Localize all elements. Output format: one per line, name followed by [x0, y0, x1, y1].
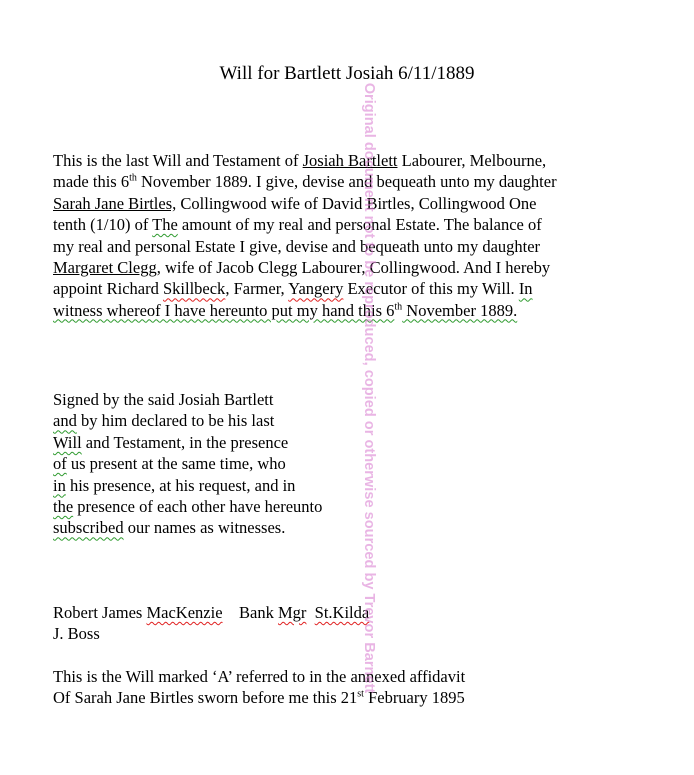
grammar-flagged-word: and: [53, 411, 77, 431]
grammar-flagged-word: The: [152, 215, 178, 235]
affidavit-line: [53, 687, 465, 708]
beneficiary-name: Sarah Jane Birtles,: [53, 193, 177, 213]
body-text: us present at the same time, who: [66, 454, 286, 474]
signing-line: [53, 496, 322, 517]
spelling-flagged-word: MacKenzie: [146, 603, 223, 622]
beneficiary-name: Margaret Clegg: [53, 257, 157, 277]
body-text: Executor of this my Will.: [343, 279, 519, 299]
witness-line: [53, 602, 369, 623]
affidavit-note: [53, 666, 465, 709]
spelling-flagged-word: St.Kilda: [314, 603, 370, 622]
spelling-flagged-word: Mgr: [278, 603, 307, 622]
grammar-flagged-word: Will: [53, 432, 82, 452]
body-text: Collingwood wife of David Birtles, Collingwood One: [176, 193, 537, 213]
body-text: Of Sarah Jane Birtles sworn before me this 21: [53, 688, 358, 708]
grammar-flagged-text: witness whereof I have hereunto put my hand this 6: [53, 300, 395, 320]
ordinal-suffix: st: [357, 688, 364, 700]
body-text: appoint Richard: [53, 279, 163, 299]
signing-line: [53, 453, 322, 474]
ordinal-suffix: th: [394, 301, 403, 313]
signing-line: [53, 475, 322, 496]
body-text: [306, 603, 314, 622]
body-line: [53, 193, 557, 214]
grammar-flagged-word: the: [53, 496, 74, 516]
body-text: made this 6: [53, 172, 130, 192]
grammar-flagged-word: in: [53, 475, 66, 495]
body-line: [53, 214, 557, 235]
body-line: [53, 300, 557, 321]
body-text: presence of each other have hereunto: [73, 496, 323, 516]
signing-clause: [53, 389, 322, 539]
grammar-flagged-word: subscribed: [53, 518, 124, 538]
body-text: Labourer, Melbourne,: [397, 151, 547, 170]
grammar-flagged-text: November 1889.: [402, 300, 518, 320]
body-line: [53, 257, 557, 278]
grammar-flagged-word: In: [518, 279, 533, 299]
ordinal-suffix: th: [129, 172, 137, 184]
body-text: Bank: [222, 603, 278, 622]
witness-name: Robert James: [53, 603, 147, 622]
spelling-flagged-word: Skillbeck: [162, 279, 226, 299]
affidavit-line: This is the Will marked ‘A’ referred to in the annexed affidavit: [53, 667, 466, 686]
body-text: , wife of Jacob Clegg Labourer, Collingwood. And I hereby: [156, 257, 551, 277]
signing-line: Signed by the said Josiah Bartlett: [53, 390, 274, 409]
body-line: my real and personal Estate I give, devise and bequeath unto my daughter: [53, 236, 541, 256]
witness-line: J. Boss: [53, 624, 100, 644]
body-line: [53, 171, 557, 192]
vertical-watermark: Original document not to be reproduced, copied or otherwise sourced by Trevor Barnett: [361, 82, 377, 694]
body-text: tenth (1/10) of: [53, 215, 153, 235]
body-text: amount of my real and personal Estate. The balance of: [177, 215, 542, 235]
body-line: [53, 150, 557, 171]
body-text: his presence, at his request, and in: [65, 475, 296, 495]
body-text: This is the last Will and Testament of: [53, 151, 303, 170]
body-line: [53, 278, 557, 299]
will-body-paragraph: [53, 150, 557, 321]
testator-name: Josiah Bartlett: [302, 151, 398, 170]
signing-line: [53, 517, 322, 538]
signing-line: [53, 432, 322, 453]
document-title: Will for Bartlett Josiah 6/11/1889: [219, 63, 475, 84]
signing-line: [53, 410, 322, 431]
body-text: November 1889. I give, devise and bequeath unto my daughter: [136, 172, 557, 192]
spelling-flagged-word: Yangery: [288, 279, 344, 299]
body-text: February 1895: [363, 688, 465, 708]
body-text: and Testament, in the presence: [81, 432, 289, 452]
body-text: our names as witnesses.: [123, 518, 286, 538]
witness-list: [53, 602, 369, 645]
body-text: , Farmer,: [225, 279, 289, 299]
grammar-flagged-word: of: [53, 454, 67, 474]
body-text: by him declared to be his last: [76, 411, 275, 431]
